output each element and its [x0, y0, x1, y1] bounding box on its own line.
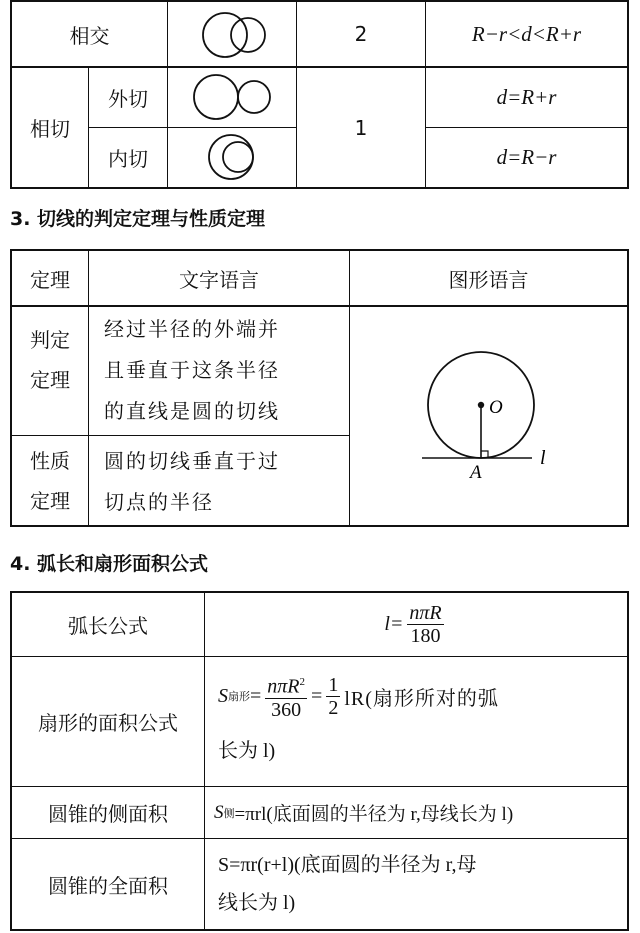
- header-figure-language: 图形语言: [448, 267, 529, 292]
- label-external: 外切: [108, 87, 148, 111]
- fraction: [265, 671, 307, 721]
- formula-body: =πrl(底面圆的半径为 r,母线长为 l): [234, 804, 514, 825]
- formula-lhs: l=: [384, 613, 404, 635]
- relation-external: d=R+r: [496, 85, 557, 109]
- relation-intersect: R−r<d<R+r: [471, 21, 582, 46]
- fraction: [407, 602, 443, 647]
- s-subscript: 侧: [223, 807, 235, 820]
- formula-cone-total-area: [218, 846, 623, 922]
- text-line: 且垂直于这条半径: [104, 358, 280, 382]
- count-tangent: 1: [354, 115, 368, 140]
- text-criterion-theorem: [104, 309, 349, 432]
- denominator: 360: [271, 698, 302, 721]
- text-line: 经过半径的外端并: [104, 317, 280, 341]
- numerator: nπR: [409, 602, 442, 624]
- label-o: O: [489, 397, 503, 418]
- formula-sector-area: S 扇形 = $\frac{n\pi R^2}{360}$ = $\frac{1}{2}$ lR(扇形所对的弧 长为 l): [218, 665, 623, 775]
- text-line: 的直线是圆的切线: [104, 399, 280, 423]
- denominator: 180: [410, 625, 441, 647]
- name-arc-length: 弧长公式: [68, 614, 148, 638]
- section-4-title: 4. 弧长和扇形面积公式: [10, 553, 209, 575]
- numerator: nπR$^2$: [265, 671, 307, 699]
- name-line: 定理: [30, 368, 70, 392]
- name-criterion-theorem: [12, 320, 88, 400]
- name-line: 判定: [30, 328, 70, 352]
- formula-tail: lR(扇形所对的弧: [344, 687, 499, 710]
- formula-line1: S=πr(r+l)(底面圆的半径为 r,母: [218, 854, 477, 876]
- label-intersect: 相交: [69, 23, 110, 48]
- numerator: 1: [328, 673, 339, 696]
- header-text-language: 文字语言: [179, 267, 259, 292]
- text-line: 圆的切线垂直于过: [104, 449, 280, 473]
- name-cone-lateral-area: 圆锥的侧面积: [48, 802, 168, 826]
- count-intersect: 2: [354, 22, 368, 46]
- formula-arc-length: [205, 593, 627, 656]
- denominator: 2: [328, 696, 339, 719]
- formula-cone-lateral-area: S 侧 =πrl(底面圆的半径为 r,母线长为 l): [214, 787, 624, 838]
- center-point: [478, 402, 484, 408]
- internal-tangent-figure: [168, 128, 296, 187]
- relation-internal: d=R−r: [496, 145, 557, 169]
- label-tangent: 相切: [30, 117, 70, 141]
- tangent-line-figure: [350, 307, 627, 525]
- name-property-theorem: [12, 441, 88, 521]
- text-property-theorem: [104, 441, 349, 523]
- fraction: [326, 674, 340, 719]
- name-line: 性质: [30, 449, 70, 473]
- header-theorem: 定理: [30, 267, 70, 292]
- label-internal: 内切: [108, 147, 148, 171]
- text-line: 切点的半径: [104, 490, 214, 514]
- name-line: 定理: [30, 489, 70, 513]
- name-sector-area: 扇形的面积公式: [38, 711, 178, 735]
- label-a: A: [470, 462, 482, 483]
- name-cone-total-area: 圆锥的全面积: [48, 873, 168, 898]
- label-l: l: [540, 447, 546, 469]
- section-3-title: 3. 切线的判定定理与性质定理: [10, 208, 266, 230]
- external-tangent-figure: [168, 68, 296, 127]
- s-subscript: 扇形: [228, 691, 250, 703]
- formula-line2: 线长为 l): [218, 892, 296, 914]
- intersecting-circles-figure: [168, 2, 296, 66]
- formula-line2: 长为 l): [218, 740, 276, 762]
